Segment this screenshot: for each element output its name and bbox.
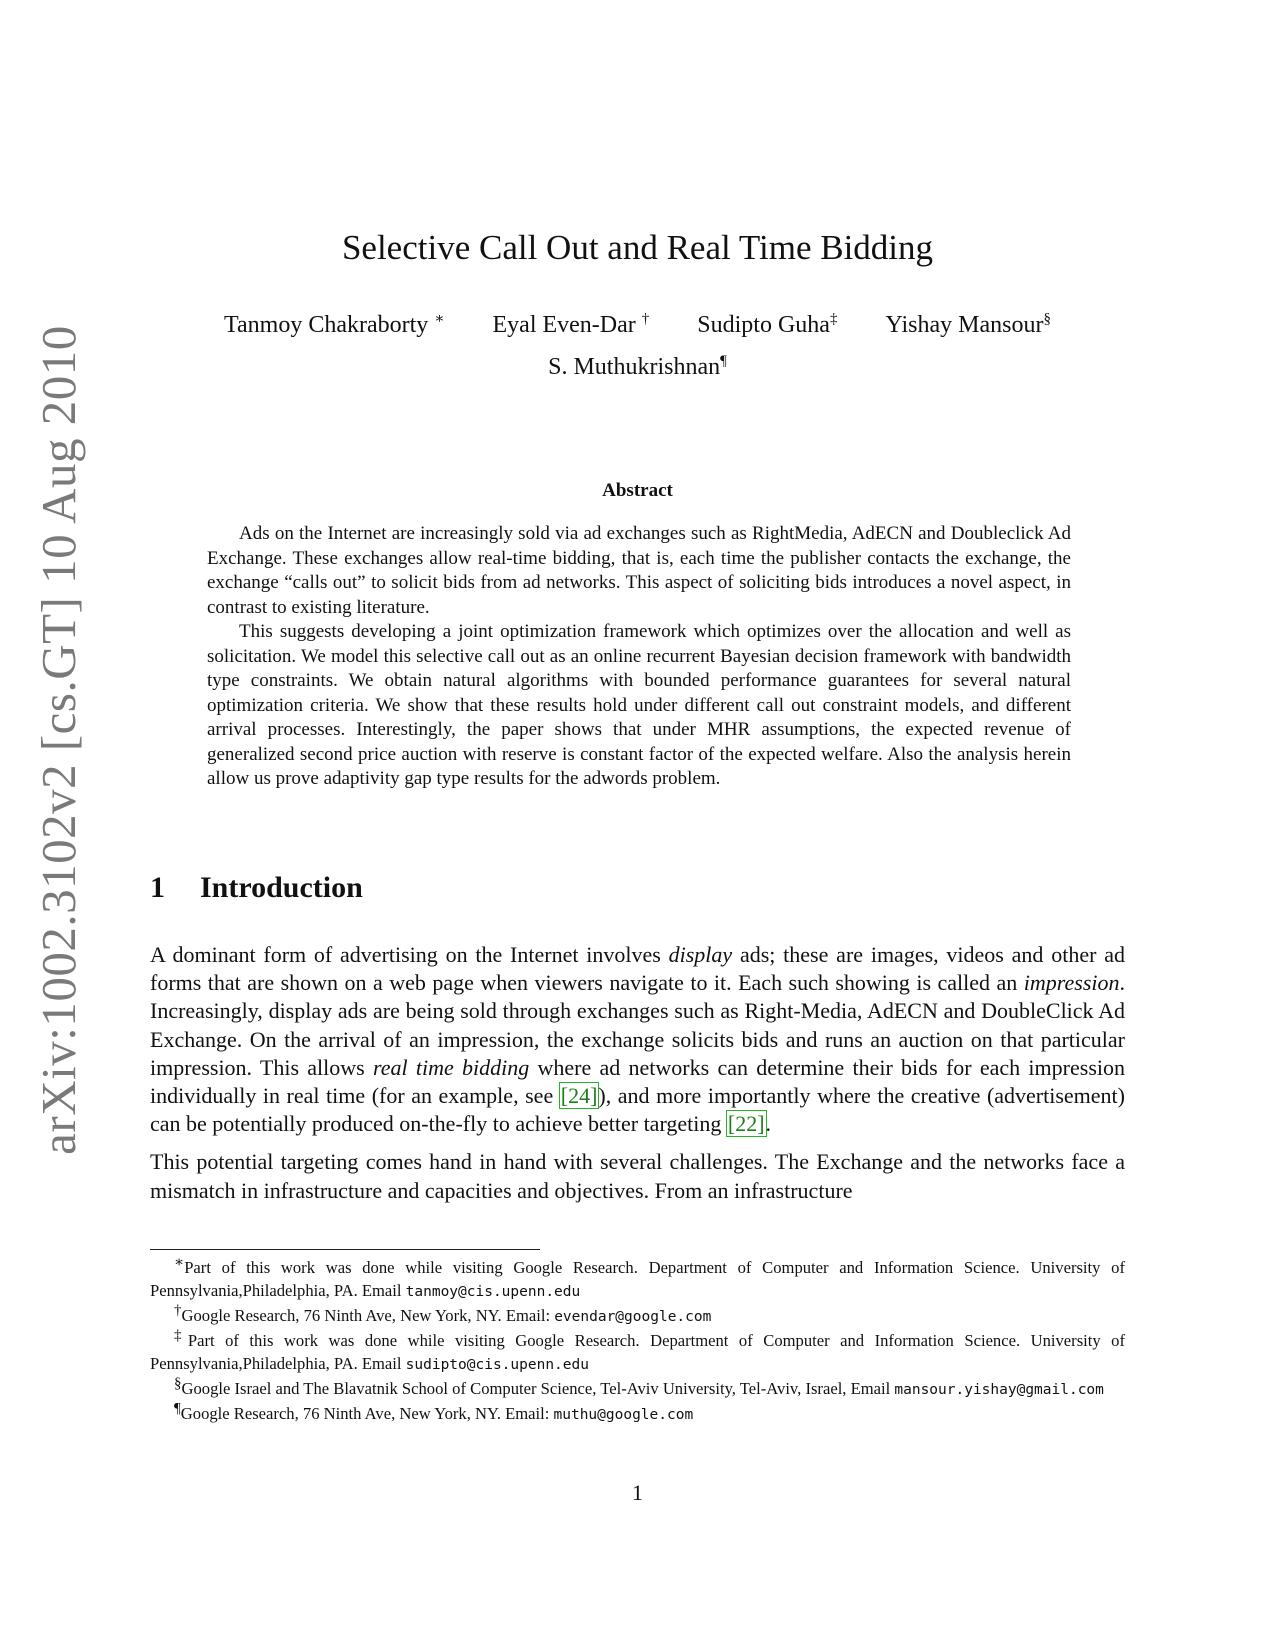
author: Tanmoy Chakraborty ∗	[224, 311, 445, 338]
email-address: sudipto@cis.upenn.edu	[405, 1357, 589, 1373]
footnote-mark: ∗	[434, 311, 445, 327]
author-list	[150, 312, 1125, 339]
email-address: mansour.yishay@gmail.com	[894, 1382, 1104, 1398]
section-heading	[150, 871, 363, 905]
footnote: §Google Israel and The Blavatnik School of Computer Science, Tel-Aviv University, Tel-Aviv, Israel, Email mansour.yishay@gmail.com	[174, 1375, 1104, 1398]
footnote: ‡Part of this work was done while visiting Google Research. Department of Computer and Information Science. University of Pennsylvania,Philadelphia, PA. Email sudipto@cis.upenn.edu	[150, 1327, 1125, 1373]
arxiv-identifier-stamp: arXiv:1002.3102v2 [cs.GT] 10 Aug 2010	[30, 325, 86, 1155]
author: Eyal Even-Dar †	[492, 311, 650, 338]
footnotes	[150, 1256, 1125, 1427]
author: Sudipto Guha‡	[697, 311, 838, 338]
abstract-paragraph: Ads on the Internet are increasingly sold via ad exchanges such as RightMedia, AdECN and Doubleclick Ad Exchange. These exchanges allow real-time bidding, that is, each time the publisher contacts the exchange, the exchange “calls out” to solicit bids from ad networks. This aspect of soliciting bids introduces a novel aspect, in contrast to existing literature.	[207, 523, 1071, 618]
body-paragraph: A dominant form of advertising on the Internet involves display ads; these are images, videos and other ad forms that are shown on a web page when viewers navigate to it. Each such showing is called an impression. Increasingly, display ads are being sold through exchanges such as Right-Media, AdECN and DoubleClick Ad Exchange. On the arrival of an impression, the exchange solicits bids and runs an auction on that particular impression. This allows real time bidding where ad networks can determine their bids for each impression individually in real time (for an example, see [24]), and more importantly where the creative (advertisement) can be potentially produced on-the-fly to achieve better targeting [22].	[150, 942, 1125, 1137]
footnote-mark: †	[641, 311, 650, 327]
abstract-heading: Abstract	[602, 480, 673, 501]
footnote-mark: §	[1043, 311, 1051, 327]
body-paragraph: This potential targeting comes hand in hand with several challenges. The Exchange and the networks face a mismatch in infrastructure and capacities and objectives. From an infrastructure	[150, 1149, 1125, 1203]
footnote-mark: ‡	[829, 311, 838, 327]
author: Yishay Mansour§	[885, 311, 1051, 338]
email-address: evendar@google.com	[554, 1309, 712, 1325]
author: S. Muthukrishnan¶	[548, 353, 727, 380]
footnote: †Google Research, 76 Ninth Ave, New York, NY. Email: evendar@google.com	[174, 1302, 712, 1325]
footnote-mark: ¶	[720, 353, 727, 369]
footnote: ∗Part of this work was done while visiting Google Research. Department of Computer and Information Science. University of Pennsylvania,Philadelphia, PA. Email tanmoy@cis.upenn.edu	[150, 1254, 1125, 1300]
introduction-body	[150, 941, 1125, 1215]
abstract-paragraph: This suggests developing a joint optimization framework which optimizes over the allocation and well as solicitation. We model this selective call out as an online recurrent Bayesian decision framework with bandwidth type constraints. We obtain natural algorithms with bounded performance guarantees for several natural optimization criteria. We show that these results hold under different call out constraint models, and different arrival processes. Interestingly, the paper shows that under MHR assumptions, the expected revenue of generalized second price auction with reserve is constant factor of the expected welfare. Also the analysis herein allow us prove adaptivity gap type results for the adwords problem.	[207, 621, 1071, 789]
footnote-rule	[150, 1249, 540, 1250]
footnote: ¶Google Research, 76 Ninth Ave, New York, NY. Email: muthu@google.com	[174, 1400, 694, 1423]
paper-title: Selective Call Out and Real Time Bidding	[341, 228, 934, 267]
section-number: 1	[150, 871, 165, 904]
citation-link[interactable]: [22]	[727, 1111, 765, 1137]
email-address: tanmoy@cis.upenn.edu	[405, 1284, 581, 1300]
citation-link[interactable]: [24]	[560, 1083, 598, 1109]
email-address: muthu@google.com	[553, 1407, 694, 1423]
section-title: Introduction	[200, 871, 363, 904]
abstract-body	[207, 522, 1071, 792]
page-number: 1	[632, 1480, 643, 1505]
